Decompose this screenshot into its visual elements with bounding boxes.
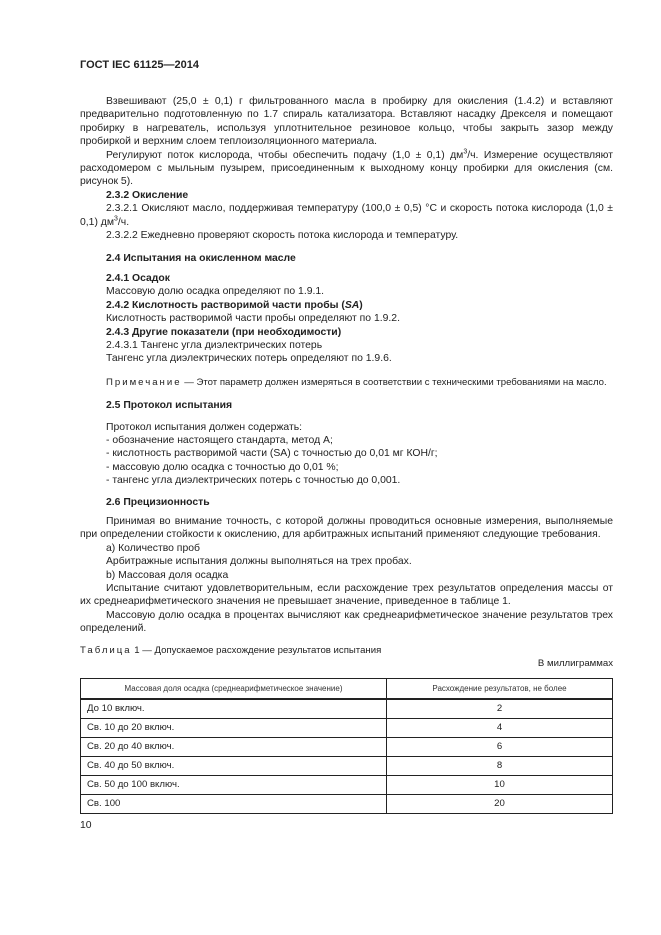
cell: Св. 20 до 40 включ.	[81, 737, 387, 756]
cell: Св. 10 до 20 включ.	[81, 718, 387, 737]
paragraph: Кислотность растворимой части пробы определяют по 1.9.2.	[106, 313, 400, 325]
table-caption: Таблица 1 — Допускаемое расхождение результатов испытания	[80, 644, 382, 656]
table-row	[81, 794, 613, 813]
section-heading: 2.3.2 Окисление	[106, 189, 189, 201]
cell: Св. 40 до 50 включ.	[81, 756, 387, 775]
cell: 8	[387, 756, 613, 775]
cell: До 10 включ.	[81, 699, 387, 719]
cell: 20	[387, 794, 613, 813]
paragraph: Взвешивают (25,0 ± 0,1) г фильтрованного масла в пробирку для окисления (1.4.2) и вставляют предварительно подготовленную по 1.7 спираль катализатора. Вставляют насадку Дрекселя и помещают пробирку в нагреватель, используя уплотнительное резиновое кольцо, чтобы закрыть зазор между пробиркой и верхним слоем теплоизоляционного материала.	[80, 96, 613, 148]
section-heading: 2.5 Протокол испытания	[106, 400, 233, 412]
paragraph: 2.3.2.2 Ежедневно проверяют скорость потока кислорода и температуру.	[106, 230, 459, 242]
table-row	[81, 699, 613, 719]
column-header: Массовая доля осадка (среднеарифметическое значение)	[81, 678, 387, 699]
list-item: - тангенс угла диэлектрических потерь с точностью до 0,001.	[106, 475, 401, 487]
section-heading: 2.4.3 Другие показатели (при необходимости)	[106, 326, 342, 338]
note: Примечание — Этот параметр должен измеряться в соответствии с техническими требованиями на масло.	[106, 376, 607, 388]
paragraph: Массовую долю осадка определяют по 1.9.1.	[106, 286, 325, 298]
page-number: 10	[80, 819, 92, 831]
section-heading: 2.4.2 Кислотность растворимой части пробы (SA)	[106, 299, 363, 311]
cell: 6	[387, 737, 613, 756]
section-heading: 2.4.1 Осадок	[106, 272, 170, 284]
section-heading: 2.4 Испытания на окисленном масле	[106, 253, 296, 265]
column-header: Расхождение результатов, не более	[387, 678, 613, 699]
cell: 4	[387, 718, 613, 737]
table-row	[81, 718, 613, 737]
list-item: - массовую долю осадка с точностью до 0,01 %;	[106, 461, 339, 473]
paragraph: 2.4.3.1 Тангенс угла диэлектрических потерь	[106, 339, 323, 351]
document-header: ГОСТ IEC 61125—2014	[80, 59, 199, 71]
paragraph: 2.3.2.1 Окисляют масло, поддерживая температуру (100,0 ± 0,5) °C и скорость потока кислорода (1,0 ± 0,1) $дм^3/ч$.	[80, 203, 613, 228]
table-row	[81, 737, 613, 756]
cell: Св. 100	[81, 794, 387, 813]
paragraph: Арбитражные испытания должны выполняться на трех пробах.	[106, 556, 412, 568]
table-row	[81, 756, 613, 775]
cell: 10	[387, 775, 613, 794]
paragraph: Испытание считают удовлетворительным, если расхождение трех результатов определения массы от их среднеарифметического значения не превышает значение, приведенное в таблице 1.	[80, 583, 613, 608]
paragraph: b) Массовая доля осадка	[106, 569, 229, 581]
paragraph: Тангенс угла диэлектрических потерь определяют по 1.9.6.	[106, 353, 392, 365]
cell: 2	[387, 699, 613, 719]
paragraph: a) Количество проб	[106, 542, 200, 554]
table-row	[81, 775, 613, 794]
tolerance-table	[80, 678, 613, 814]
section-heading: 2.6 Прецизионность	[106, 496, 210, 508]
paragraph: Массовую долю осадка в процентах вычисляют как среднеарифметическое значение результатов трех определений.	[80, 609, 613, 635]
document-body	[80, 95, 613, 831]
paragraph: Протокол испытания должен содержать:	[106, 421, 303, 433]
list-item: - кислотность растворимой части (SA) с точностью до 0,01 мг КОН/г;	[106, 448, 438, 460]
paragraph: Регулируют поток кислорода, чтобы обеспечить подачу (1,0 ± 0,1) $дм^3/ч$. Измерение осуществляют расходомером с мыльным пузырем, присоединенным к выходному концу пробирки для окисления (см. рисунок 5).	[80, 148, 614, 188]
list-item: - обозначение настоящего стандарта, метод А;	[106, 434, 333, 446]
cell: Св. 50 до 100 включ.	[81, 775, 387, 794]
paragraph: Принимая во внимание точность, с которой должны проводиться основные измерения, выполняемые при определении стойкости к окислению, для арбитражных испытаний применяют следующие требования.	[80, 515, 613, 541]
table-unit: В миллиграммах	[537, 657, 613, 669]
